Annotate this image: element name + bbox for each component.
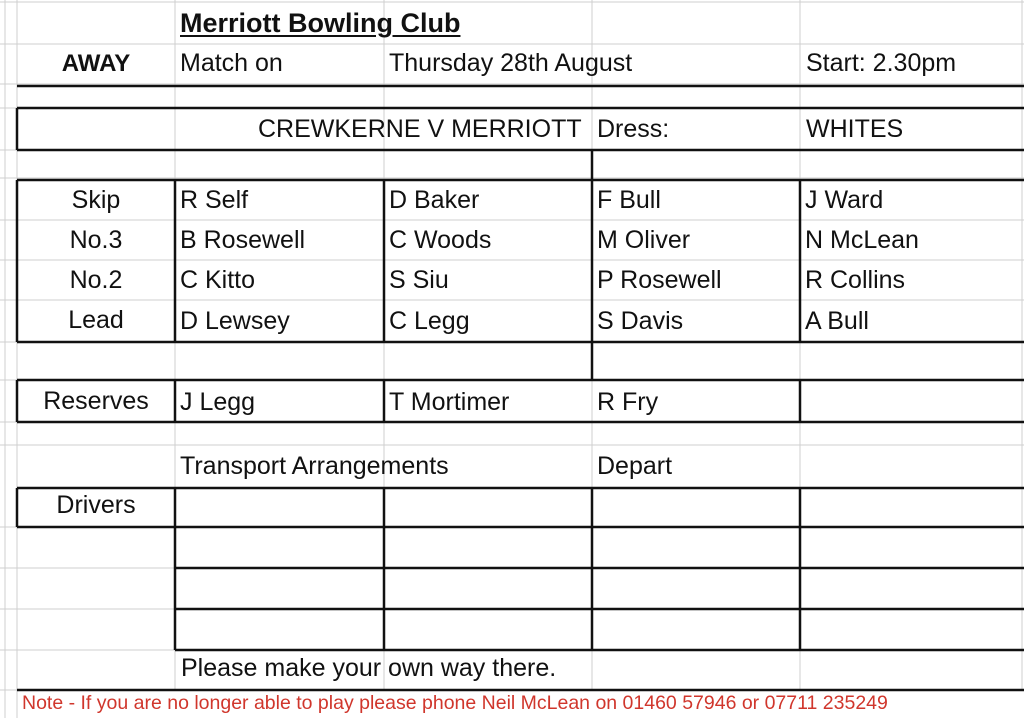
position-no3: No.3	[69, 226, 123, 254]
rink2-skip: D Baker	[389, 186, 480, 214]
rink2-lead: C Legg	[389, 307, 470, 335]
depart-label: Depart	[597, 452, 673, 480]
rink3-no2: P Rosewell	[597, 266, 722, 294]
dress-value: WHITES	[806, 115, 904, 143]
rink3-lead: S Davis	[597, 307, 684, 335]
rink1-skip: R Self	[180, 186, 249, 214]
match-on-label: Match on	[180, 49, 283, 77]
transport-title: Transport Arrangements	[180, 452, 449, 480]
reserve-1: J Legg	[180, 388, 256, 416]
position-no2: No.2	[69, 266, 123, 294]
reserve-3: R Fry	[597, 388, 659, 416]
drivers-label: Drivers	[56, 491, 136, 519]
rink2-no3: C Woods	[389, 226, 492, 254]
start-time: Start: 2.30pm	[806, 49, 957, 77]
dress-label: Dress:	[597, 115, 670, 143]
position-skip: Skip	[71, 186, 121, 214]
rink1-no3: B Rosewell	[180, 226, 306, 254]
rink4-no2: R Collins	[805, 266, 906, 294]
reserves-label: Reserves	[43, 387, 149, 415]
rink1-no2: C Kitto	[180, 266, 256, 294]
rink4-lead: A Bull	[805, 307, 869, 335]
rink1-lead: D Lewsey	[180, 307, 290, 335]
rink2-no2: S Siu	[389, 266, 449, 294]
match-date: Thursday 28th August	[389, 49, 633, 77]
reserve-2: T Mortimer	[389, 388, 510, 416]
fixture-title: CREWKERNE V MERRIOTT	[258, 115, 582, 143]
rink4-no3: N McLean	[805, 226, 919, 254]
rink4-skip: J Ward	[805, 186, 884, 214]
contact-note: Note - If you are no longer able to play please phone Neil McLean on 01460 57946 or 07711 235249	[22, 692, 888, 714]
club-title: Merriott Bowling Club	[180, 8, 461, 38]
transport-message: Please make your own way there.	[181, 654, 557, 682]
rink3-skip: F Bull	[597, 186, 661, 214]
position-lead: Lead	[68, 306, 124, 334]
rink3-no3: M Oliver	[597, 226, 691, 254]
venue-label: AWAY	[61, 50, 131, 77]
